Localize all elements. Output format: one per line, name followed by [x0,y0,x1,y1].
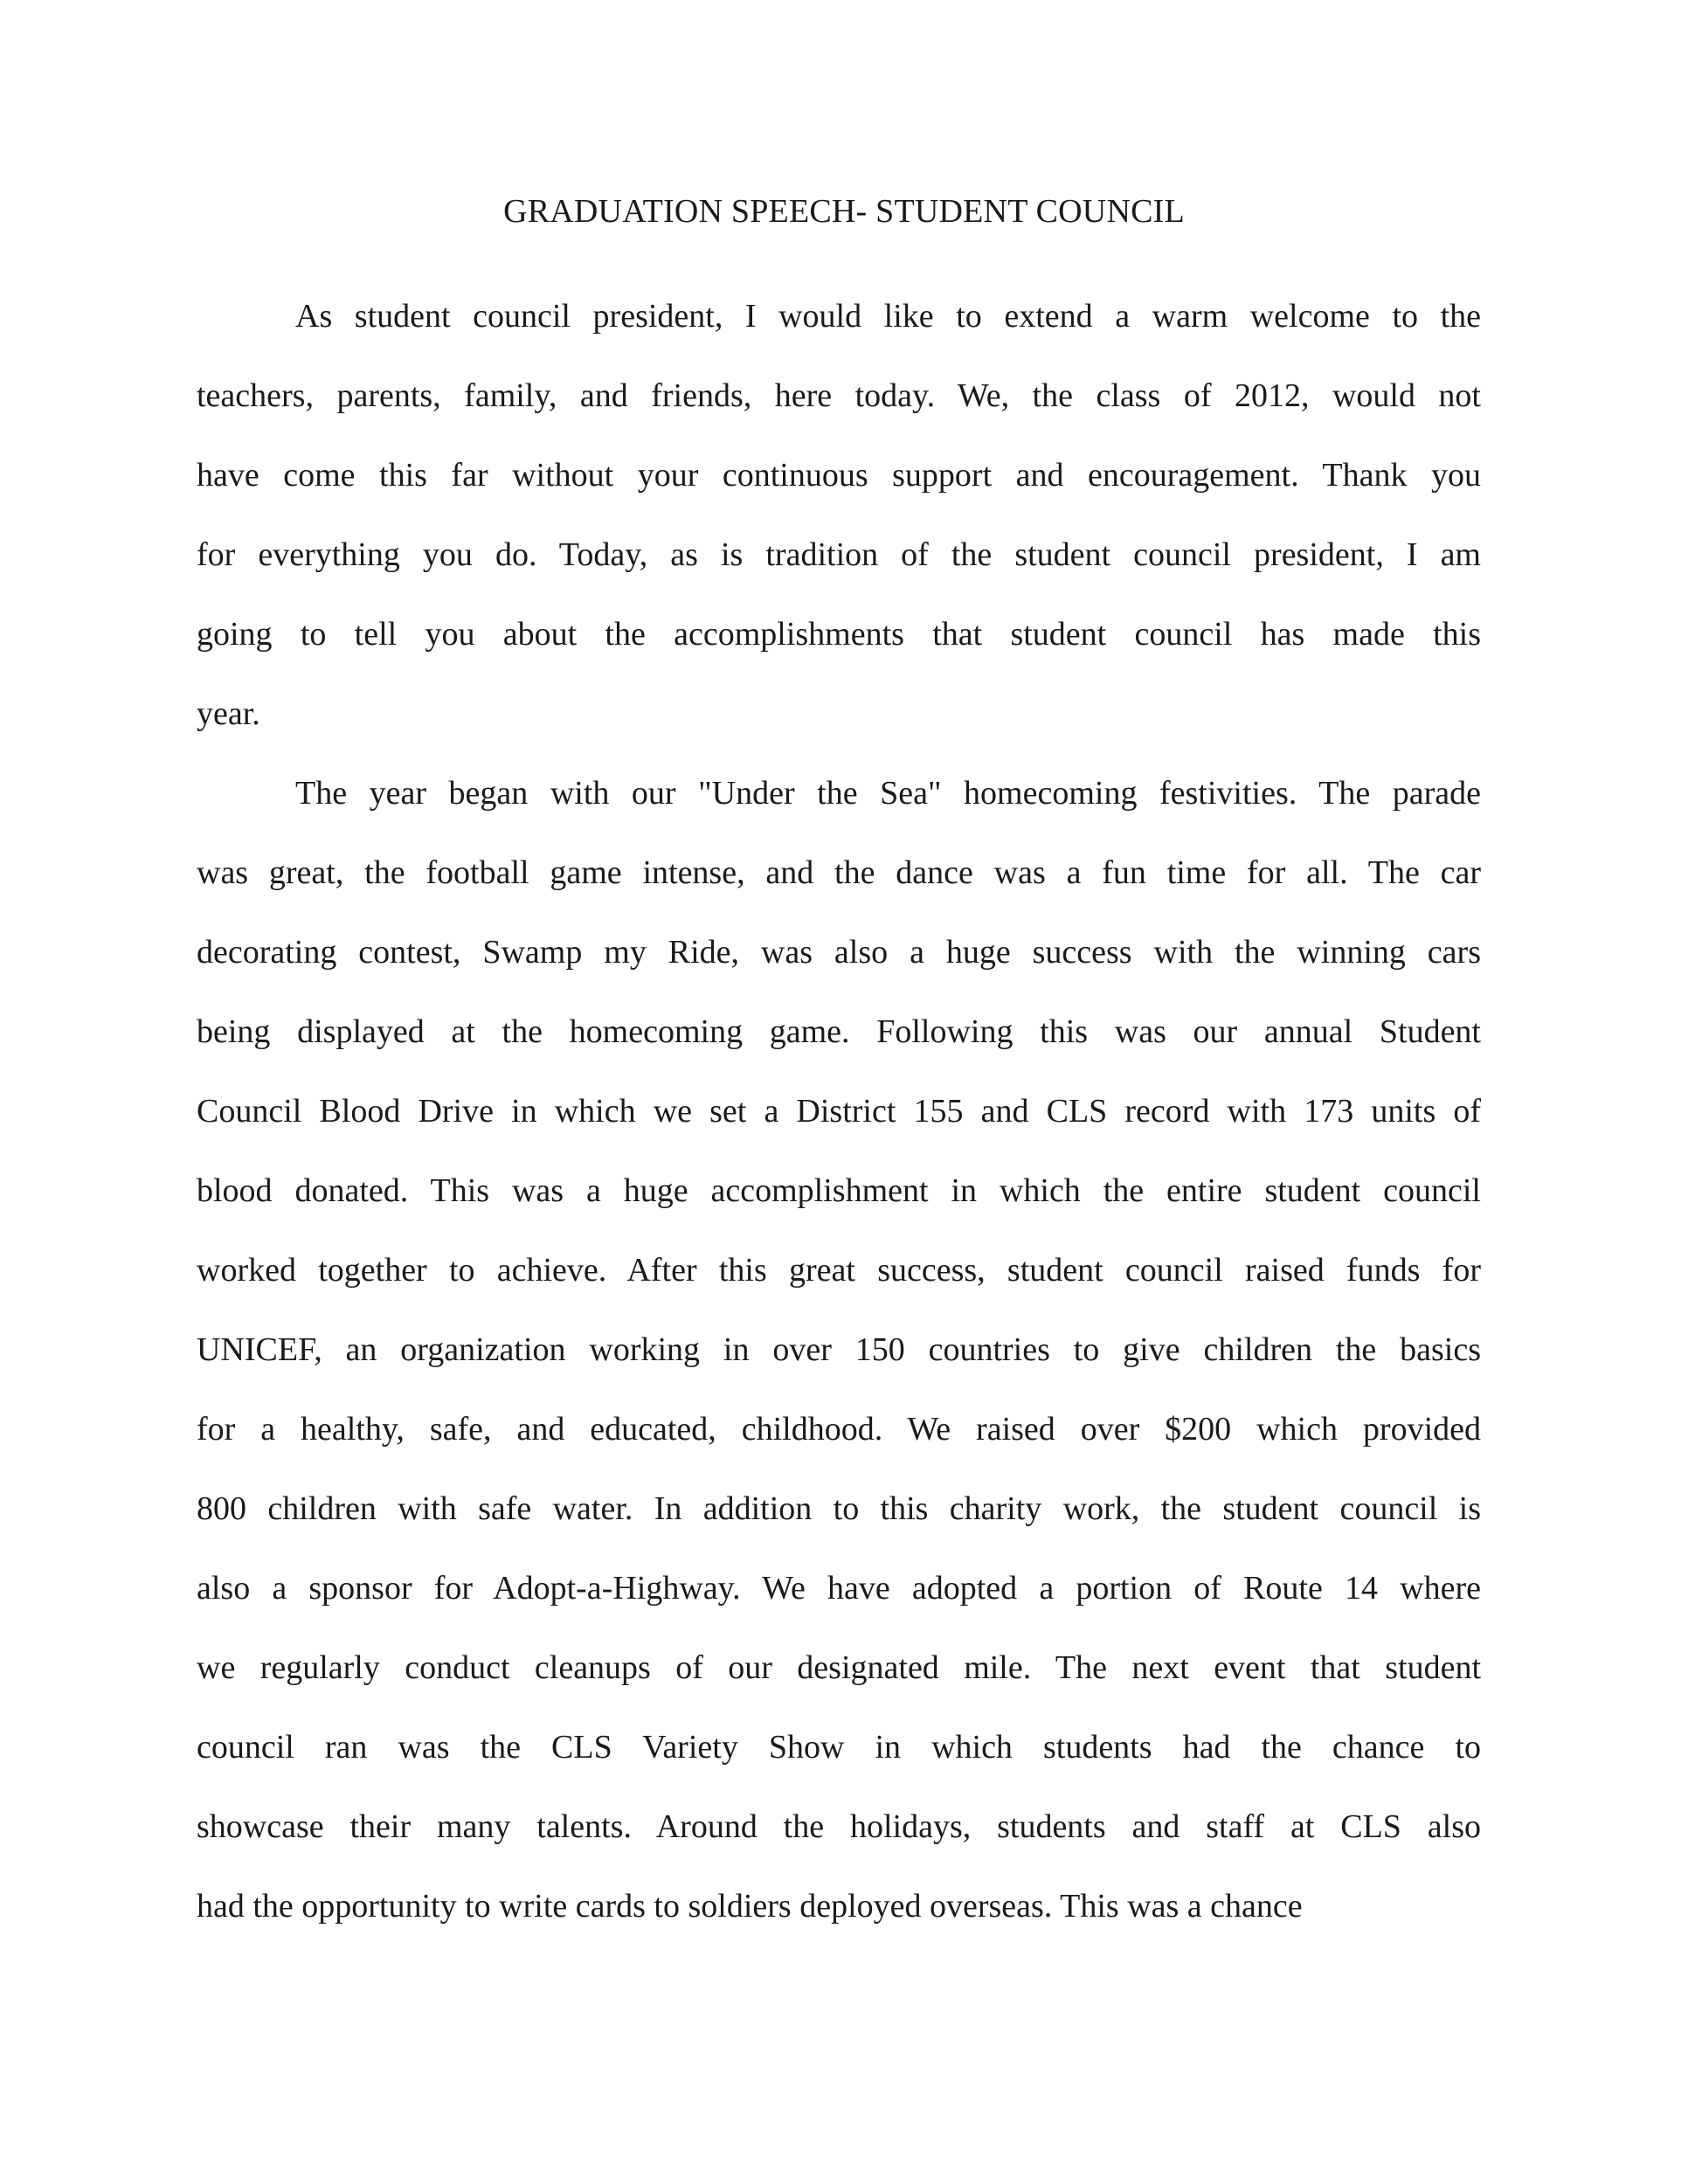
paragraph-2-line-8: UNICEF, an organization working in over 150 countries to give children the basics [197,1331,1481,1368]
paragraph-1-line-4: for everything you do. Today, as is tradition of the student council president, I am [197,536,1481,573]
paragraph-1-line-5: going to tell you about the accomplishments that student council has made this [197,616,1481,653]
paragraph-2-line-9: for a healthy, safe, and educated, childhood. We raised over $200 which provided [197,1411,1481,1448]
paragraph-1-line-2: teachers, parents, family, and friends, here today. We, the class of 2012, would not [197,377,1481,414]
paragraph-2-line-13: council ran was the CLS Variety Show in which students had the chance to [197,1729,1481,1766]
paragraph-2-line-15: had the opportunity to write cards to soldiers deployed overseas. This was a chance [197,1888,1303,1925]
paragraph-2-line-5: Council Blood Drive in which we set a District 155 and CLS record with 173 units of [197,1093,1481,1130]
paragraph-2-line-14: showcase their many talents. Around the holidays, students and staff at CLS also [197,1808,1481,1845]
document-body [197,290,1481,1959]
paragraph-1-line-3: have come this far without your continuous support and encouragement. Thank you [197,457,1481,494]
paragraph-1-line-6: year. [197,695,260,732]
paragraph-2-line-6: blood donated. This was a huge accomplishment in which the entire student council [197,1172,1481,1209]
paragraph-2-line-7: worked together to achieve. After this great success, student council raised funds for [197,1252,1481,1289]
paragraph-2-line-2: was great, the football game intense, and the dance was a fun time for all. The car [197,854,1481,891]
paragraph-2-line-11: also a sponsor for Adopt-a-Highway. We have adopted a portion of Route 14 where [197,1570,1481,1607]
paragraph-2-line-1: The year began with our "Under the Sea" homecoming festivities. The parade [295,775,1481,812]
paragraph-2-line-10: 800 children with safe water. In addition to this charity work, the student council is [197,1490,1481,1527]
paragraph-2-line-4: being displayed at the homecoming game. Following this was our annual Student [197,1013,1481,1050]
document-title: GRADUATION SPEECH- STUDENT COUNCIL [503,193,1185,230]
paragraph-1-line-1: As student council president, I would like to extend a warm welcome to the [295,298,1481,335]
paragraph-2-line-12: we regularly conduct cleanups of our designated mile. The next event that student [197,1649,1481,1686]
paragraph-2-line-3: decorating contest, Swamp my Ride, was also a huge success with the winning cars [197,934,1481,971]
